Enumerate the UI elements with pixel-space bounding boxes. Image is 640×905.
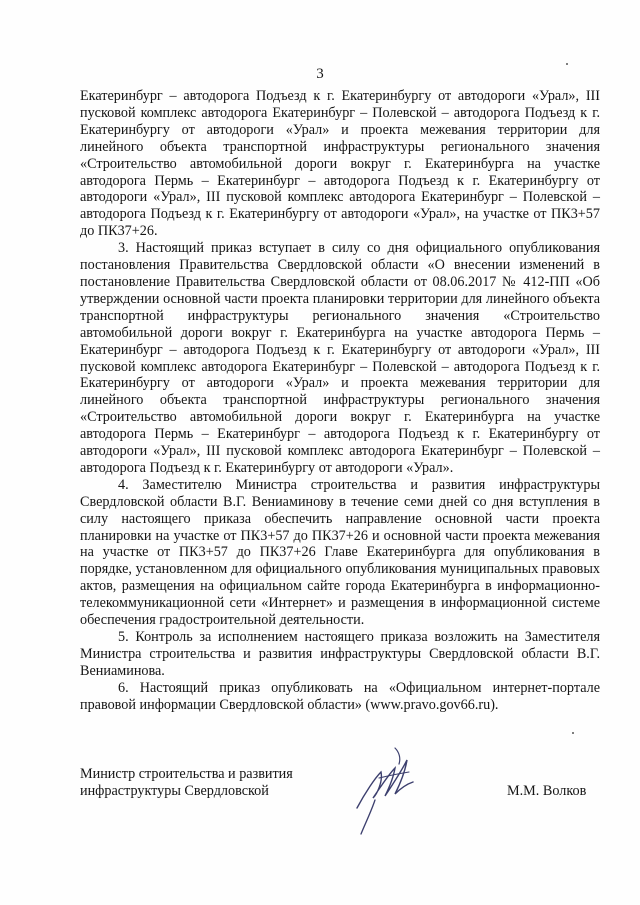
signatory-name: М.М. Волков — [507, 783, 587, 799]
document-body — [80, 88, 600, 714]
paragraph-6: 6. Настоящий приказ опубликовать на «Официальном интернет-портале правовой информации Свердловской области» (www.pravo.gov66.ru). — [80, 679, 600, 713]
signatory-position-line-1: Министр строительства и развития — [80, 766, 293, 782]
paragraph-3: 3. Настоящий приказ вступает в силу со дня официального опубликования постановления Правительства Свердловской области «О внесении изменений в постановление Правительства Свердловской области от 08.06.2017 № 412-ПП «Об утверждении основной части проекта планировки территории для линейного объекта транспортной инфраструктуры регионального значения «Строительство автомобильной дороги вокруг г. Екатеринбурга на участке автодорога Пермь – Екатеринбург – автодорога Подъезд к г. Екатеринбургу от автодороги «Урал», III пусковой комплекс автодорога Екатеринбург – Полевской – автодорога Подъезд к г. Екатеринбургу от автодороги «Урал» и проекта межевания территории для линейного объекта транспортной инфраструктуры регионального значения «Строительство автомобильной дороги вокруг г. Екатеринбурга на участке автодорога Пермь – Екатеринбург – автодорога Подъезд к г. Екатеринбургу от автодороги «Урал», III пусковой комплекс автодорога Екатеринбург – Полевской – автодорога Подъезд к г. Екатеринбургу от автодороги «Урал». — [80, 240, 600, 476]
paragraph-5: 5. Контроль за исполнением настоящего приказа возложить на Заместителя Министра строительства и развития инфраструктуры Свердловской области В.Г. Вениаминова. — [80, 629, 600, 679]
scan-speck — [566, 63, 568, 65]
signatory-position-line-2: инфраструктуры Свердловской — [80, 783, 269, 799]
handwritten-signature — [335, 738, 445, 838]
signatory-position — [80, 766, 293, 800]
page-number: 3 — [316, 66, 324, 82]
paragraph-continuation: Екатеринбург – автодорога Подъезд к г. Екатеринбургу от автодороги «Урал», III пусковой комплекс автодорога Екатеринбург – Полевской – автодорога Подъезд к г. Екатеринбургу от автодороги «Урал» и проекта межевания территории для линейного объекта транспортной инфраструктуры регионального значения «Строительство автомобильной дороги вокруг г. Екатеринбурга на участке автодорога Пермь – Екатеринбург – автодорога Подъезд к г. Екатеринбургу от автодороги «Урал», III пусковой комплекс автодорога Екатеринбург – Полевской – автодорога Подъезд к г. Екатеринбургу от автодороги «Урал», на участке от ПК3+57 до ПК37+26. — [80, 88, 600, 240]
paragraph-4: 4. Заместителю Министра строительства и развития инфраструктуры Свердловской области В.Г. Вениаминову в течение семи дней со дня вступления в силу настоящего приказа обеспечить направление основной части проекта планировки на участке от ПК3+57 до ПК37+26 и основной части проекта межевания на участке от ПК3+57 до ПК37+26 Главе Екатеринбурга для опубликования в порядке, установленном для официального опубликования муниципальных правовых актов, размещения на официальном сайте города Екатеринбурга в информационно-телекоммуникационной сети «Интернет» и размещения в информационной системе обеспечения градостроительной деятельности. — [80, 476, 600, 629]
scan-speck — [572, 732, 574, 734]
